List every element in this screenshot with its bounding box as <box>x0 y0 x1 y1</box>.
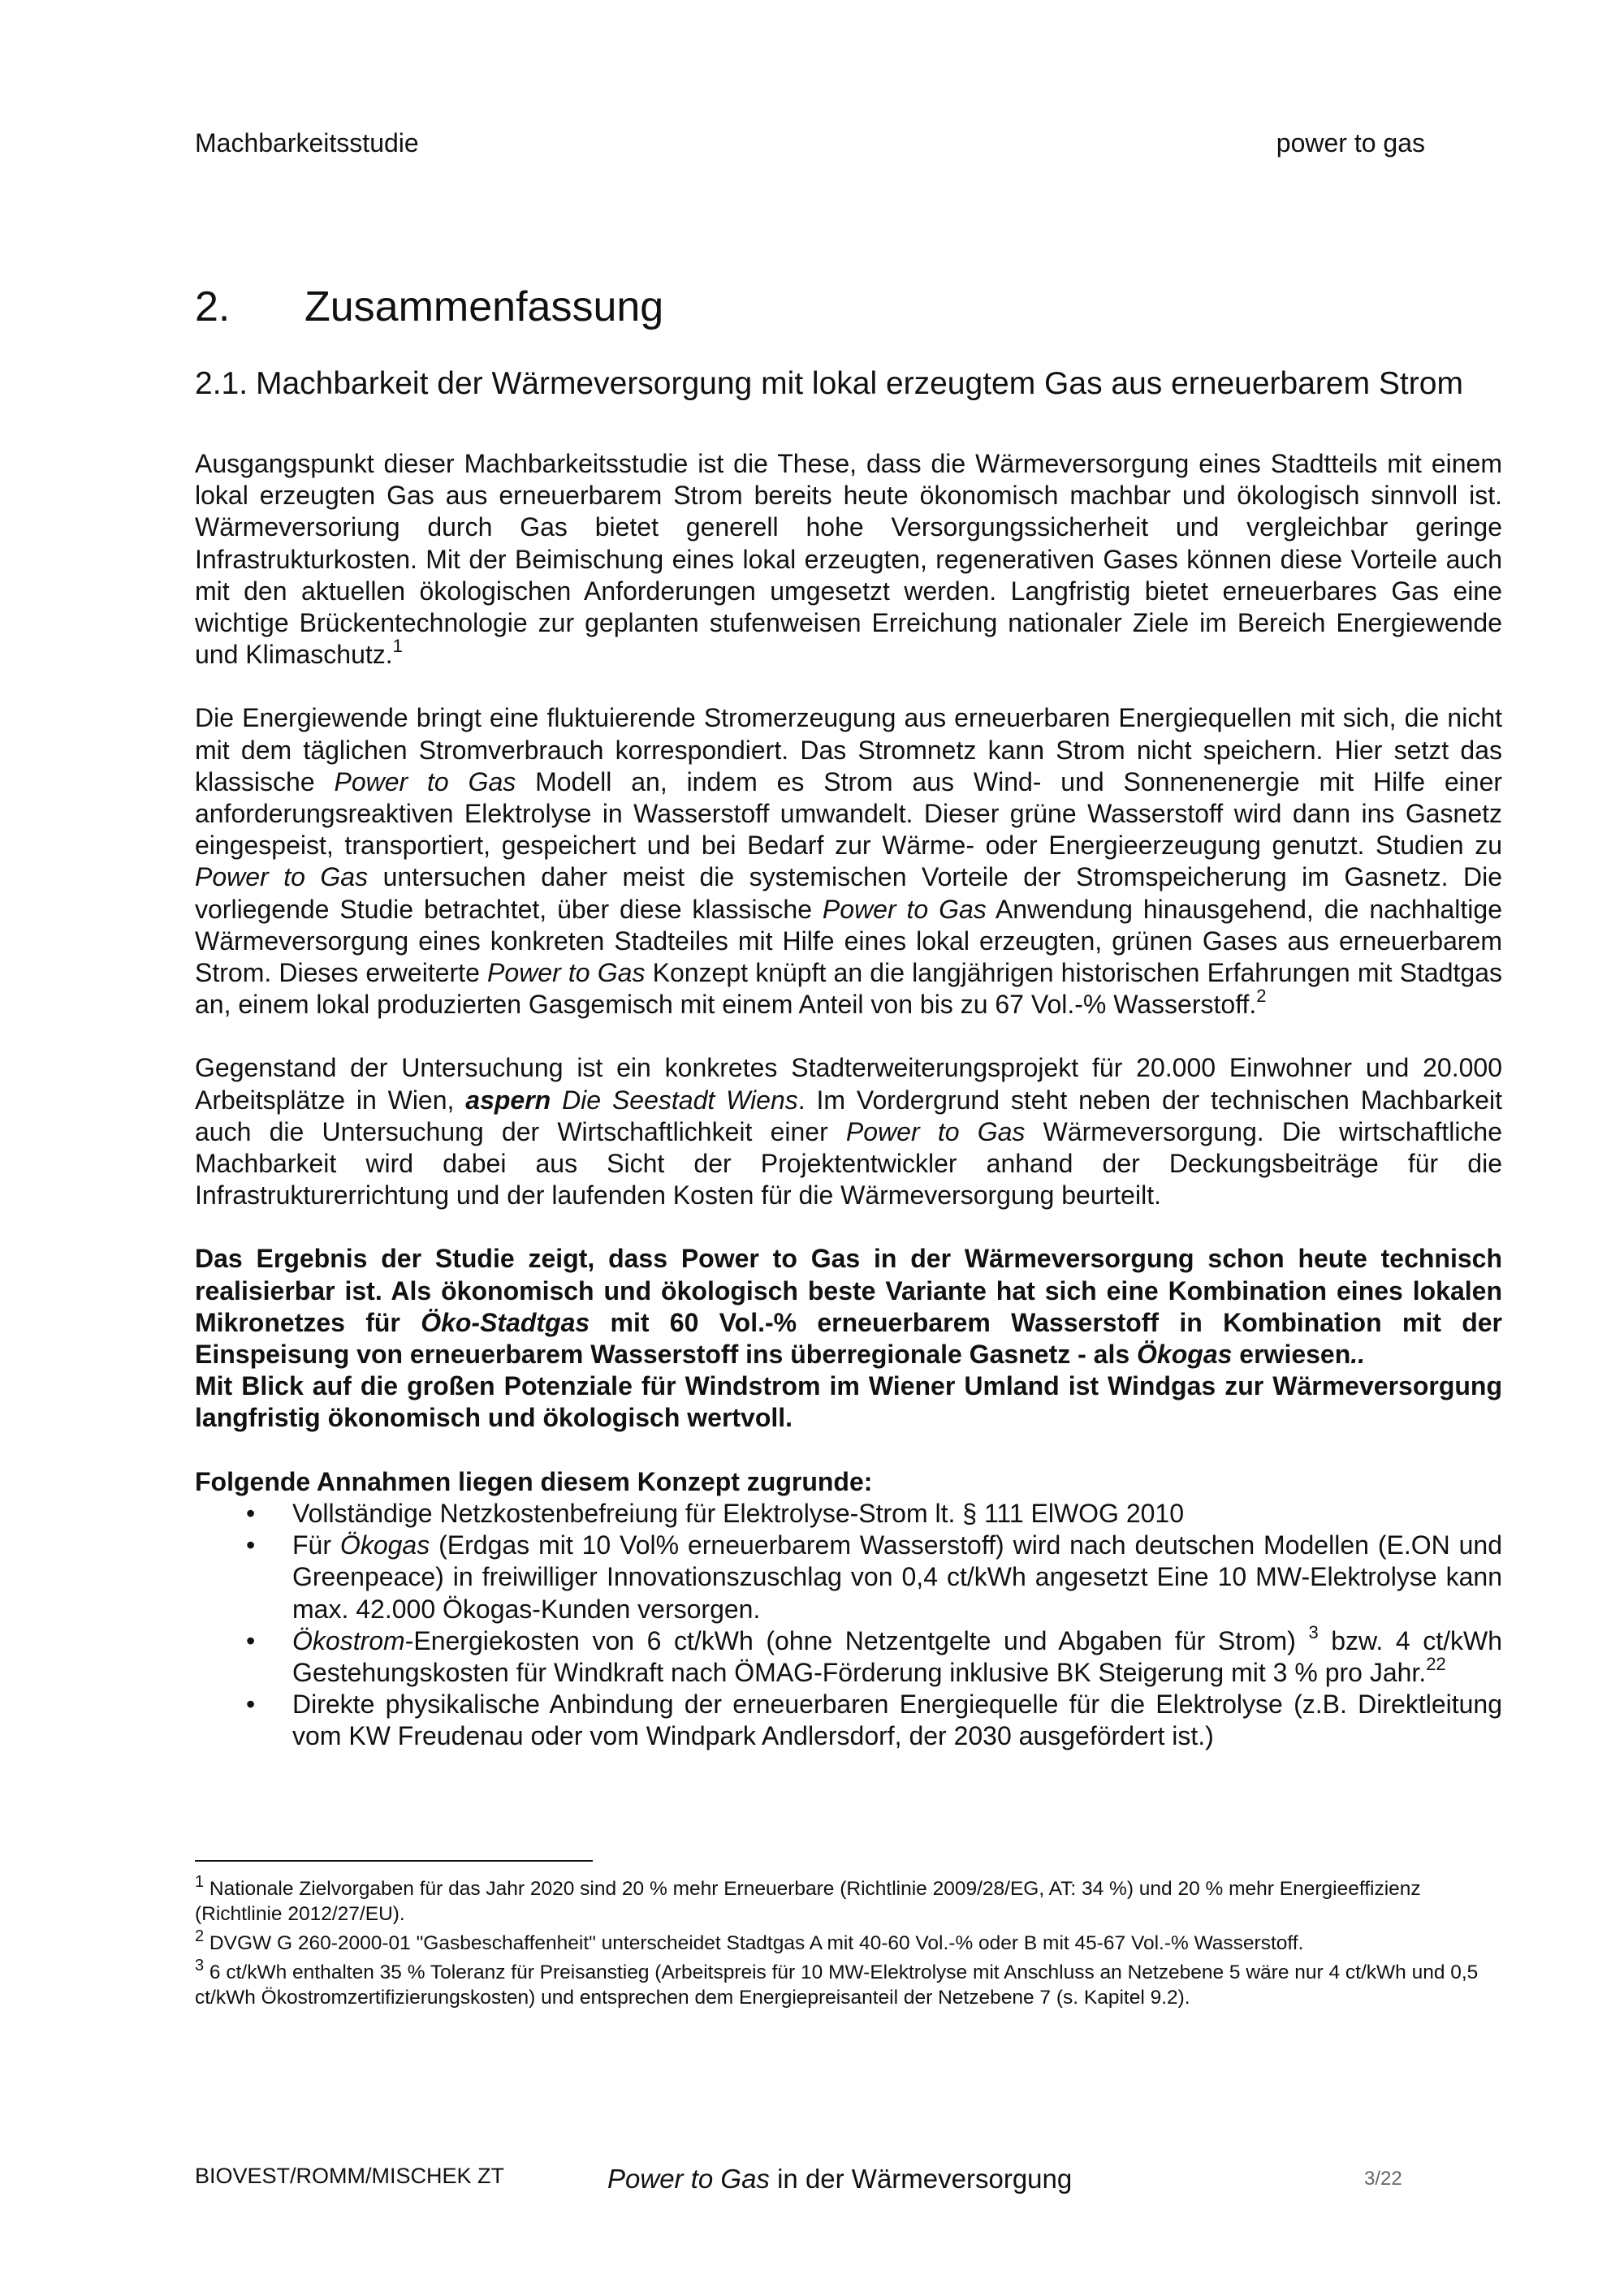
page-number: 3/22 <box>1364 2168 1402 2190</box>
paragraph-3: Gegenstand der Untersuchung ist ein konkretes Stadterweiterungsprojekt für 20.000 Einwohner und 20.000 Arbeitsplätze in Wien, aspern Die Seestadt Wiens. Im Vordergrund steht neben der technischen Machbarkeit auch die Untersuchung der Wirtschaftlichkeit einer Power to Gas Wärmeversorgung. Die wirtschaftliche Machbarkeit wird dabei aus Sicht der Projektentwickler anhand der Deckungsbeiträge für die Infrastrukturerrichtung und der laufenden Kosten für die Wärmeversorgung beurteilt. <box>195 1053 1503 1211</box>
footnotes <box>195 1873 1502 2014</box>
footnote-2: $^2$ DVGW G 260-2000-01 "Gasbeschaffenheit" unterscheidet Stadtgas A mit 40-60 Vol.-% oder B mit 45-67 Vol.-% Wasserstoff. <box>195 1927 1304 1954</box>
brand-aspern: aspern <box>465 1085 551 1115</box>
subsection-title: Machbarkeit der Wärmeversorgung mit lokal erzeugtem Gas aus erneuerbarem Strom <box>256 366 1463 401</box>
footnote-divider <box>195 1860 593 1862</box>
footnote-3: $^3$ 6 ct/kWh enthalten 35 % Toleranz für Preisanstieg (Arbeitspreis für 10 MW-Elektrolyse mit Anschluss an Netzebene 5 wäre nur 4 ct/kWh und 0,5 ct/kWh Ökostromzertifizierungskosten) und entsprechen dem Energiepreisanteil der Netzebene 7 (s. Kapitel 9.2). <box>195 1957 1479 2009</box>
assumptions-lead: Folgende Annahmen liegen diesem Konzept zugrunde: <box>195 1466 873 1496</box>
paragraph-2: Die Energiewende bringt eine fluktuierende Stromerzeugung aus erneuerbaren Energiequellen mit sich, die nicht mit dem täglichen Stromverbrauch korrespondiert. Das Stromnetz kann Strom nicht speichern. Hier setzt das klassische Power to Gas Modell an, indem es Strom aus Wind- und Sonnenenergie mit Hilfe einer anforderungsreaktiven Elektrolyse in Wasserstoff umwandelt. Dieser grüne Wasserstoff wird dann ins Gasnetz eingespeist, transportiert, gespeichert und bei Bedarf zur Wärme- oder Energieerzeugung genutzt. Studien zu Power to Gas untersuchen daher meist die systemischen Vorteile der Stromspeicherung im Gasnetz. Die vorliegende Studie betrachtet, über diese klassische Power to Gas Anwendung hinausgehend, die nachhaltige Wärmeversorgung eines konkreten Stadteiles mit Hilfe eines lokal erzeugten, grünen Gases aus erneuerbarem Strom. Dieses erweiterte Power to Gas Konzept knüpft an die langjährigen historischen Erfahrungen mit Stadtgas an, einem lokal produzierten Gasgemisch mit einem Anteil von bis zu 67 Vol.-% Wasserstoff.$^2$ <box>195 703 1503 1020</box>
list-item: • Vollständige Netzkostenbefreiung für Elektrolyse-Strom lt. § 111 ElWOG 2010 <box>195 1498 1502 1530</box>
subsection-heading <box>195 365 1502 403</box>
body-text <box>195 448 1502 1753</box>
subsection-number: 2.1. <box>195 366 248 401</box>
footnote-ref-2: 2 <box>1256 986 1267 1007</box>
header-right: power to gas <box>1276 128 1425 158</box>
list-item: • Direkte physikalische Anbindung der erneuerbaren Energiequelle für die Elektrolyse (z.B. Direktleitung vom KW Freudenau oder vom Windpark Andlersdorf, der 2030 ausgefördert ist.) <box>195 1689 1502 1752</box>
footer-title: Power to Gas in der Wärmeversorgung <box>607 2164 1073 2194</box>
header-left: Machbarkeitsstudie <box>195 128 419 158</box>
section-number: 2. <box>195 283 231 330</box>
footnote-ref-22: 22 <box>1426 1653 1446 1674</box>
list-item: • Ökostrom-Energiekosten von 6 ct/kWh (ohne Netzentgelte und Abgaben für Strom) $^3$ bzw. 4 ct/kWh Gestehungskosten für Windkraft nach ÖMAG-Förderung inklusive BK Steigerung mit 3 % pro Jahr.$^{22}$ <box>195 1625 1502 1689</box>
section-title: Zusammenfassung <box>304 283 664 330</box>
assumptions-list <box>195 1498 1502 1753</box>
section-heading <box>195 283 663 331</box>
list-item: • Für Ökogas (Erdgas mit 10 Vol% erneuerbarem Wasserstoff) wird nach deutschen Modellen (E.ON und Greenpeace) in freiwilliger Innovationszuschlag von 0,4 ct/kWh angesetzt Eine 10 MW-Elektrolyse kann max. 42.000 Ökogas-Kunden versorgen. <box>195 1530 1502 1625</box>
footnote-ref-3: 3 <box>1308 1621 1319 1642</box>
paragraph-1: Ausgangspunkt dieser Machbarkeitsstudie ist die These, dass die Wärmeversorgung eines Stadtteils mit einem lokal erzeugten Gas aus erneuerbarem Strom bereits heute ökonomisch machbar und ökologisch sinnvoll ist. Wärmeversoriung durch Gas bietet generell hohe Versorgungssicherheit und vergleichbar geringe Infrastrukturkosten. Mit der Beimischung eines lokal erzeugten, regenerativen Gases können diese Vorteile auch mit den aktuellen ökologischen Anforderungen umgesetzt werden. Langfristig bietet erneuerbares Gas eine wichtige Brückentechnologie zur geplanten stufenweisen Erreichung nationaler Ziele im Bereich Energiewende und Klimaschutz.$^1$ <box>195 449 1502 670</box>
footnote-ref-1: 1 <box>392 636 403 657</box>
footnote-1: $^1$ Nationale Zielvorgaben für das Jahr 2020 sind 20 % mehr Erneuerbare (Richtlinie 2009/28/EG, AT: 34 %) und 20 % mehr Energieeffizienz (Richtlinie 2012/27/EU). <box>195 1873 1421 1925</box>
paragraph-result: Das Ergebnis der Studie zeigt, dass Power to Gas in der Wärmeversorgung schon heute technisch realisierbar ist. Als ökonomisch und ökologisch beste Variante hat sich eine Kombination eines lokalen Mikronetzes für Öko-Stadtgas mit 60 Vol.-% erneuerbarem Wasserstoff in Kombination mit der Einspeisung von erneuerbarem Wasserstoff ins überregionale Gasnetz - als Ökogas erwiesen.. Mit Blick auf die großen Potenziale für Windstrom im Wiener Umland ist Windgas zur Wärmeversorgung langfristig ökonomisch und ökologisch wertvoll. <box>195 1244 1503 1433</box>
footer-authors: BIOVEST/ROMM/MISCHEK ZT <box>195 2164 505 2188</box>
